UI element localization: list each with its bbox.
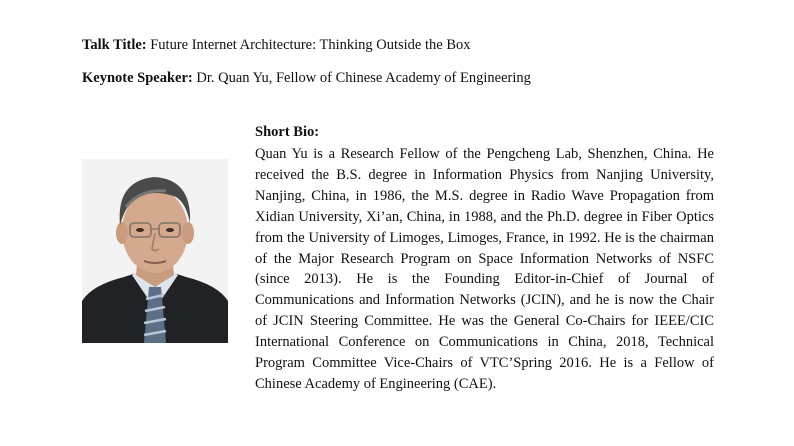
short-bio-heading: Short Bio:	[255, 124, 320, 140]
talk-title-text: Future Internet Architecture: Thinking Outside the Box	[150, 37, 471, 53]
talk-title-line	[82, 37, 471, 54]
keynote-speaker-label: Keynote Speaker:	[82, 70, 193, 86]
keynote-speaker-line	[82, 70, 531, 87]
short-bio-text: Quan Yu is a Research Fellow of the Pengcheng Lab, Shenzhen, China. He received the B.S. degree in Information Physics from Nanjing University, Nanjing, China, in 1986, the M.S. degree in Radio Wave Propagation from Xidian University, Xi’an, China, in 1988, and the Ph.D. degree in Fiber Optics from the University of Limoges, Limoges, France, in 1992. He is the chairman of the Major Research Program on Space Information Networks of NSFC (since 2013). He is the Founding Editor-in-Chief of Journal of Communications and Information Networks (JCIN), and he is now the Chair of JCIN Steering Committee. He was the General Co-Chairs for IEEE/CIC International Conference on Communications in China, 2018, Technical Program Committee Vice-Chairs of VTC’Spring 2016. He is a Fellow of Chinese Academy of Engineering (CAE).	[255, 146, 714, 392]
speaker-portrait	[82, 159, 228, 343]
speaker-portrait-illustration	[82, 159, 228, 343]
talk-title-label: Talk Title:	[82, 37, 147, 53]
keynote-speaker-name: Dr. Quan Yu, Fellow of Chinese Academy of Engineering	[196, 70, 531, 86]
short-bio	[255, 121, 714, 395]
